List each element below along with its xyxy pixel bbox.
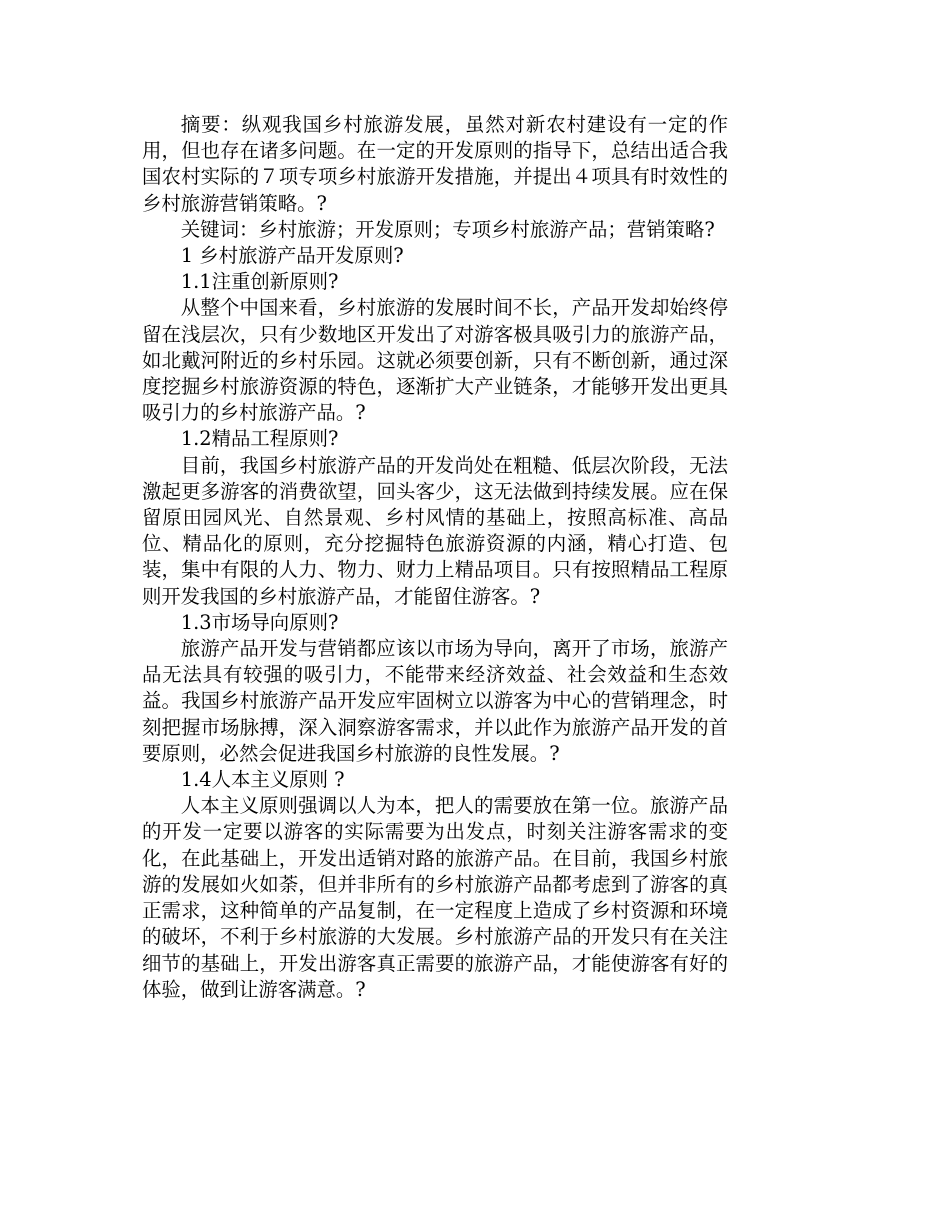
section-1-heading: 1 乡村旅游产品开发原则? [180, 244, 404, 268]
section-1-1-body: 从整个中国来看，乡村旅游的发展时间不长，产品开发却始终停留在浅层次，只有少数地区开发出了对游客极具吸引力的旅游产品，如北戴河附近的乡村乐园。这就必须要创新，只有不断创新，通过深度挖掘乡村旅游资源的特色，逐渐扩大产业链条，才能够开发出更具吸引力的乡村旅游产品。? [142, 296, 728, 425]
section-1-4-body: 人本主义原则强调以人为本，把人的需要放在第一位。旅游产品的开发一定要以游客的实际需要为出发点，时刻关注游客需求的变化，在此基础上，开发出适销对路的旅游产品。在目前，我国乡村旅游的发展如火如荼，但并非所有的乡村旅游产品都考虑到了游客的真正需求，这种简单的产品复制，在一定程度上造成了乡村资源和环境的破坏，不利于乡村旅游的大发展。乡村旅游产品的开发只有在关注细节的基础上，开发出游客真正需要的旅游产品，才能使游客有好的体验，做到让游客满意。? [142, 794, 728, 1001]
section-1-2-body: 目前，我国乡村旅游产品的开发尚处在粗糙、低层次阶段，无法激起更多游客的消费欲望，回头客少，这无法做到持续发展。应在保留原田园风光、自然景观、乡村风情的基础上，按照高标准、高品位、精品化的原则，充分挖掘特色旅游资源的内涵，精心打造、包装，集中有限的人力、物力、财力上精品项目。只有按照精品工程原则开发我国的乡村旅游产品，才能留住游客。? [142, 453, 728, 608]
section-1-1-heading: 1.1注重创新原则? [180, 270, 339, 294]
section-1-2-heading: 1.2精品工程原则? [180, 427, 339, 451]
section-1-3-body: 旅游产品开发与营销都应该以市场为导向，离开了市场，旅游产品无法具有较强的吸引力，不能带来经济效益、社会效益和生态效益。我国乡村旅游产品开发应牢固树立以游客为中心的营销理念，时刻把握市场脉搏，深入洞察游客需求，并以此作为旅游产品开发的首要原则，必然会促进我国乡村旅游的良性发展。? [142, 637, 728, 765]
section-1-3-heading: 1.3市场导向原则? [180, 610, 339, 634]
abstract-paragraph: 摘要：纵观我国乡村旅游发展，虽然对新农村建设有一定的作用，但也存在诸多问题。在一定的开发原则的指导下，总结出适合我国农村实际的７项专项乡村旅游开发措施，并提出４项具有时效性的乡村旅游营销策略。? [142, 113, 728, 215]
section-1-4-heading: 1.4人本主义原则 ? [180, 768, 345, 792]
document-page [142, 112, 728, 1003]
keywords-paragraph: 关键词：乡村旅游；开发原则；专项乡村旅游产品；营销策略? [180, 217, 715, 241]
